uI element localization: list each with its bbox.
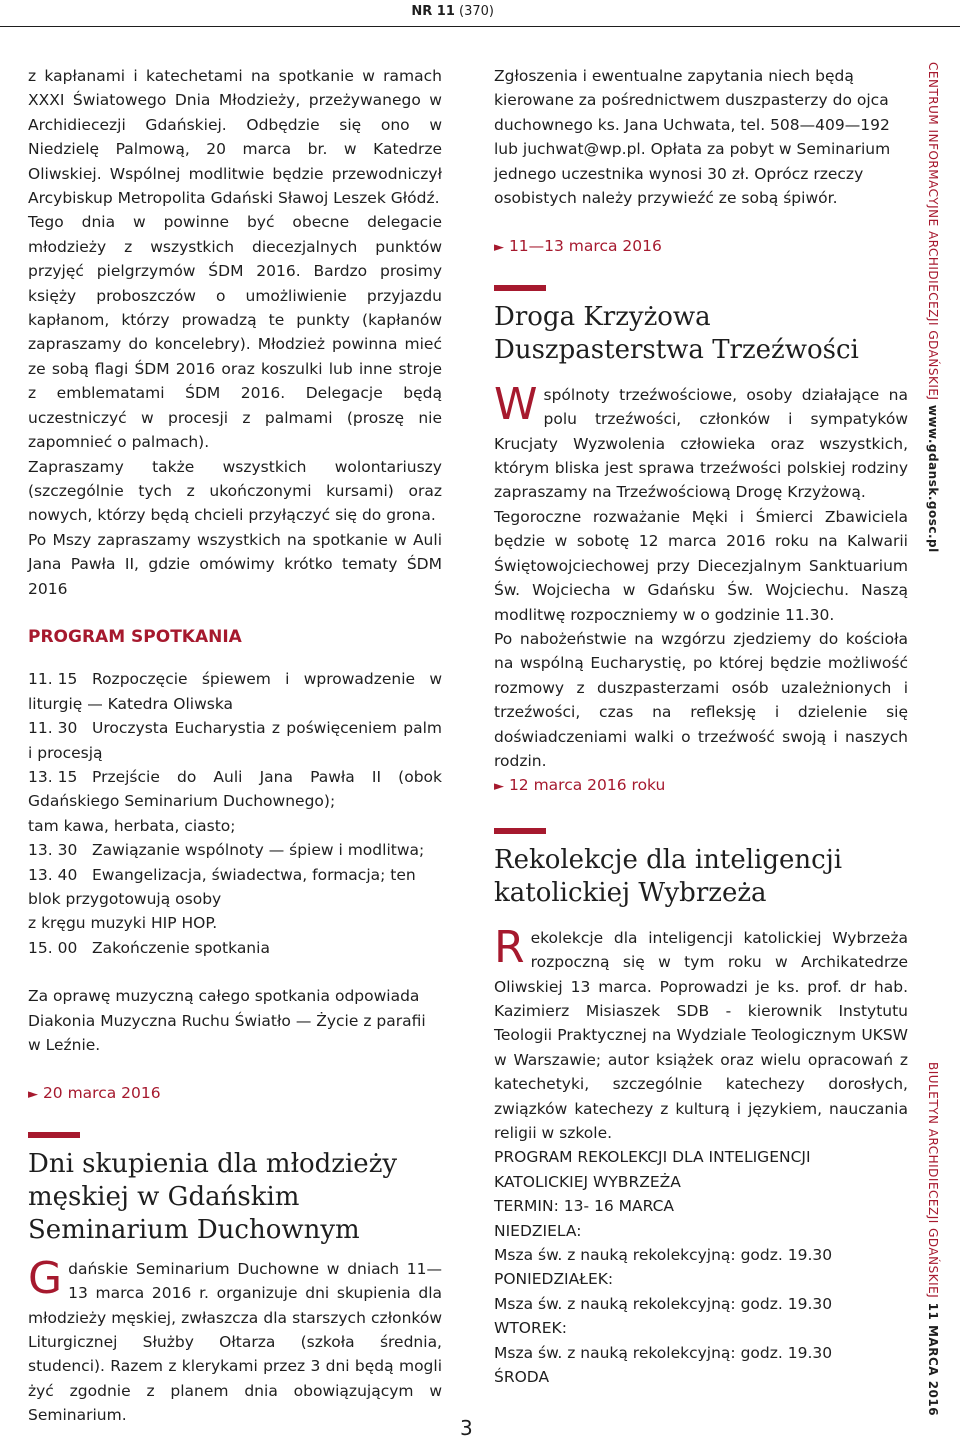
schedule-line: Msza św. z nauką rekolekcyjną: godz. 19.30: [494, 1343, 833, 1362]
program-text: Przejście do Auli Jana Pawła II (obok Gdańskiego Seminarium Duchownego);: [28, 767, 442, 811]
event-date-text: 11—13 marca 2016: [508, 237, 662, 256]
sidebar-bottom-label: [926, 1062, 940, 1416]
program-list: [28, 667, 442, 960]
paragraph: z kapłanami i katechetami na spotkanie w ramach XXXI Światowego Dnia Młodzieży, przeżywanego w Archidiecezji Gdańskiej. Odbędzie się ono w Niedzielę Palmową, 20 marca br. w Katedrze Oliwskiej. Wspólnej modlitwie będzie przewodniczył Arcybiskup Metropolita Gdański Sławoj Leszek Głódź.: [28, 67, 442, 208]
program-time: 13. 40: [28, 865, 78, 884]
paragraph: [28, 1252, 442, 1428]
sidebar-top-label: [926, 62, 940, 553]
program-text: Ewangelizacja, świadectwa, formacja; ten blok przygotowują osoby: [28, 865, 416, 908]
schedule-line: Msza św. z nauką rekolekcyjną: godz. 19.30: [494, 1294, 833, 1313]
issue-subnumber: (370): [459, 4, 494, 19]
page-number: 3: [460, 1416, 473, 1440]
header-divider: [0, 26, 960, 27]
program-item: [28, 765, 442, 814]
event-date-text: 20 marca 2016: [42, 1084, 161, 1103]
schedule-line: WTOREK:: [494, 1319, 567, 1338]
event-date: [28, 1081, 442, 1107]
program-time: 11. 15: [28, 670, 78, 689]
program-item: [28, 667, 442, 716]
event-date: [494, 773, 908, 799]
paragraph: Po nabożeństwie na wzgórzu zjedziemy do kościoła na wspólną Eucharystię, po której będzie możliwość rozmowy z duszpasterzami osób uzależnionych i trzeźwości, czas na refleksję i dzielenie się doświadczeniami walki o trzeźwość swoją i naszych rodzin.: [494, 629, 908, 770]
schedule-line: Msza św. z nauką rekolekcyjną: godz. 19.30: [494, 1246, 833, 1265]
program-item: [28, 863, 442, 912]
program-text: Uroczysta Eucharystia z poświęceniem palm i procesją: [28, 719, 442, 762]
program-item: [28, 716, 442, 765]
paragraph: Zapraszamy także wszystkich wolontariuszy (szczególnie tych z ukończonymi kursami) oraz nowych, którzy będą chcieli przyłączyć się do grona.: [28, 457, 442, 525]
paragraph-text: spólnoty trzeźwościowe, osoby działające na polu trzeźwości, członków i sympatyków Krucjaty Wyzwolenia człowieka oraz wszystkich, którym bliska jest sprawa trzeźwości polskiej rodziny zapraszamy na Trzeźwościową Drogę Krzyżową.: [494, 385, 908, 502]
paragraph: Tegoroczne rozważanie Męki i Śmierci Zbawiciela będzie w sobotę 12 marca 2016 roku na Kalwarii Świętowojciechowej przy Diecezjalnym Sanktuarium Św. Wojciecha w Gdańsku Św. Wojciechu. Naszą modlitwę rozpoczniemy w o godzinie 11.30.: [494, 507, 908, 624]
event-date-text: 12 marca 2016 roku: [508, 776, 666, 795]
program-time: 11. 30: [28, 719, 78, 738]
program-item: [28, 838, 442, 862]
program-text: Zawiązanie wspólnoty — śpiew i modlitwa;: [92, 841, 425, 860]
arrow-right-icon: ►: [494, 779, 504, 795]
schedule-line: NIEDZIELA:: [494, 1221, 582, 1240]
drop-cap: W: [494, 378, 538, 430]
program-time: 15. 00: [28, 938, 78, 957]
paragraph: Zgłoszenia i ewentualne zapytania niech będą kierowane za pośrednictwem duszpasterzy do ojca duchownego ks. Jana Uchwata, tel. 508—409—192 lub juchwat@wp.pl. Opłata za pobyt w Seminarium jednego uczestnika wynosi 30 zł. Oprócz rzeczy osobistych należy przywieźć ze sobą śpiwór.: [494, 67, 891, 208]
arrow-right-icon: ►: [28, 1087, 38, 1103]
paragraph: Tego dnia w powinne być obecne delegacie młodzieży z wszystkich diecezjalnych punktów przyjęć pielgrzymów ŚDM 2016. Bardzo prosimy księży proboszczów o umożliwienie przyjazdu kapłanom, którzy prowadzą te punkty (kapłanów zapraszamy do koncelebry). Młodzież powinna mieć ze sobą flagi ŚDM 2016 oraz koszulki lub inne stroje z emblematami ŚDM 2016. Delegacje będą uczestniczyć w procesji z palmami (proszę nie zapomnieć o palmach).: [28, 213, 442, 452]
paragraph-text: dańskie Seminarium Duchowne w dniach 11—13 marca 2016 r. organizuje dni skupienia dla młodzieży męskiej, zwłaszcza dla starszych członków Liturgicznej Służby Ołtarza (szkoła średnia, studenci). Razem z klerykami przez 3 dni będą mogli żyć zgodnie z planem dnia obowiązującym w Seminarium.: [28, 1259, 442, 1425]
paragraph: [494, 378, 908, 505]
left-column: [28, 64, 442, 1428]
section-title: Rekolekcje dla inteligencji katolickiej Wybrzeża: [494, 844, 843, 908]
right-column: [494, 64, 908, 1389]
schedule-line: TERMIN: 13- 16 MARCA: [494, 1197, 675, 1216]
section-title: Droga Krzyżowa Duszpasterstwa Trzeźwości: [494, 301, 859, 365]
program-time: 13. 15: [28, 767, 78, 786]
schedule-line: PONIEDZIAŁEK:: [494, 1270, 614, 1289]
program-item: [28, 814, 442, 838]
program-time: 13. 30: [28, 841, 78, 860]
schedule-line: ŚRODA: [494, 1368, 550, 1387]
sidebar-date: 11 MARCA 2016: [926, 1302, 940, 1417]
program-item: [28, 936, 442, 960]
issue-header: [411, 4, 494, 19]
paragraph-text: ekolekcje dla inteligencji katolickiej Wybrzeża rozpoczną się w tym roku w Archikatedrze Oliwskiej 13 marca. Poprowadzi je ks. prof. dr hab. Kazimierz Misiaszek SDB - kierownik Instytutu Teologii Praktycznej na Wydziale Teologicznym UKSW w Warszawie; autor książek oraz wielu opracowań z katechetyki, szczególnie katechezy dorosłych, związków katechezy z kulturą i językiem, nauczania religii w szkole.: [494, 928, 908, 1142]
section-title: Dni skupienia dla młodzieży męskiej w Gdańskim Seminarium Duchownym: [28, 1148, 398, 1245]
retreat-schedule: [494, 1145, 908, 1389]
sidebar-publisher: CENTRUM INFORMACYJNE ARCHIDIECEZJI GDAŃSKIEJ: [926, 62, 940, 401]
event-date: [494, 234, 908, 260]
program-text: Rozpoczęcie śpiewem i wprowadzenie w liturgię — Katedra Oliwska: [28, 670, 442, 713]
program-text: z kręgu muzyki HIP HOP.: [28, 914, 218, 933]
paragraph: [494, 921, 908, 1146]
program-title: PROGRAM SPOTKANIA: [28, 626, 242, 647]
program-text: tam kawa, herbata, ciasto;: [28, 816, 236, 835]
schedule-line: PROGRAM REKOLEKCJI DLA INTELIGENCJI KATOLICKIEJ WYBRZEŻA: [494, 1148, 811, 1191]
drop-cap: R: [494, 921, 525, 973]
sidebar-url: www.gdansk.gosc.pl: [926, 404, 940, 553]
program-item: [28, 911, 442, 935]
drop-cap: G: [28, 1252, 63, 1304]
sidebar-bulletin: BIULETYN ARCHIDIECEZJI GDAŃSKIEJ: [926, 1062, 940, 1299]
arrow-right-icon: ►: [494, 240, 504, 256]
paragraph: Za oprawę muzyczną całego spotkania odpowiada Diakonia Muzyczna Ruchu Światło — Życie z parafii w Leźnie.: [28, 987, 426, 1055]
paragraph: Po Mszy zapraszamy wszystkich na spotkanie w Auli Jana Pawła II, gdzie omówimy krótko tematy ŚDM 2016: [28, 530, 442, 598]
issue-number: NR 11: [411, 4, 455, 19]
program-text: Zakończenie spotkania: [92, 938, 270, 957]
